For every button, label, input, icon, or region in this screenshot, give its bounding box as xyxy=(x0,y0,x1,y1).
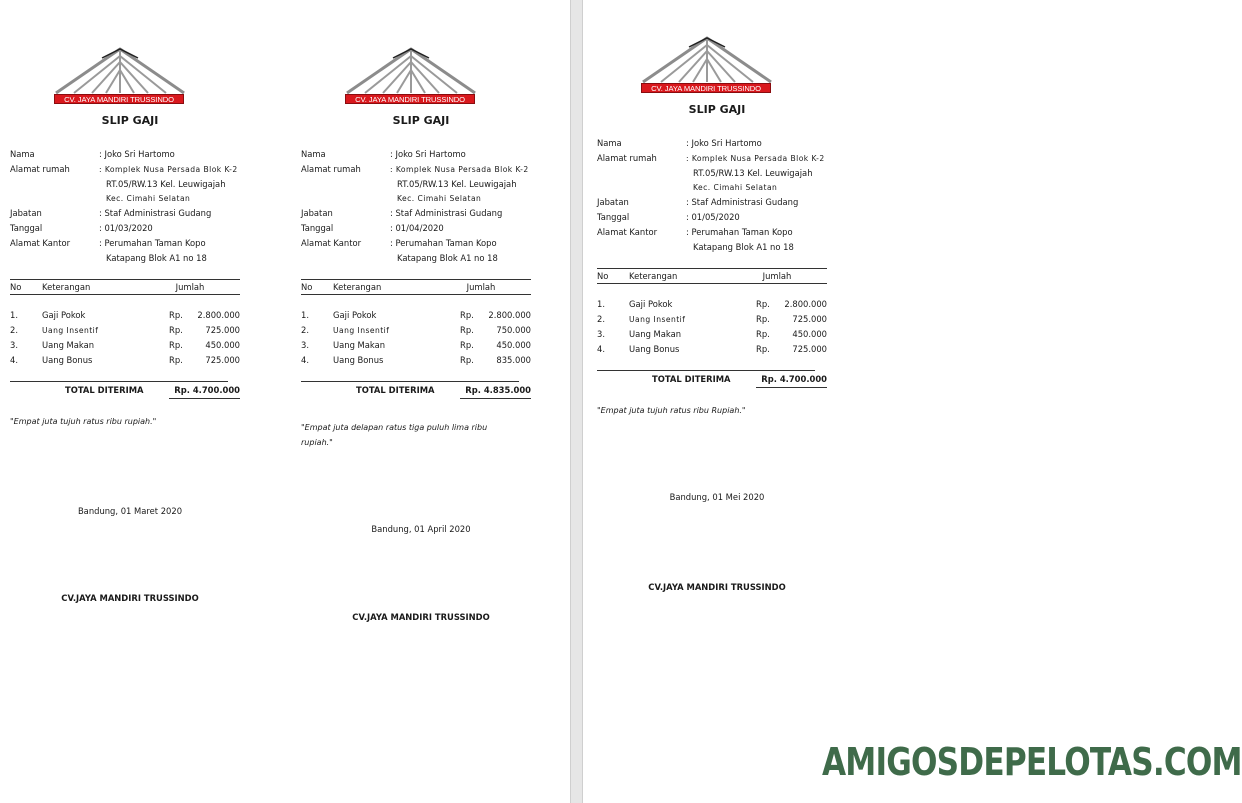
table-row xyxy=(10,323,240,338)
col-keterangan-header: Keterangan xyxy=(333,282,382,292)
info-row-alamat-3 xyxy=(597,181,837,195)
item-description: Uang Bonus xyxy=(333,355,384,365)
alamat-label: Alamat rumah xyxy=(10,164,70,174)
table-header xyxy=(301,279,531,295)
info-row-alamat-2 xyxy=(10,177,250,192)
company-logo xyxy=(345,46,477,106)
item-description: Gaji Pokok xyxy=(629,299,673,309)
col-jumlah-header: Jumlah xyxy=(762,271,792,281)
kantor-line-2: Katapang Blok A1 no 18 xyxy=(106,253,207,263)
company-logo-text: CV. JAYA MANDIRI TRUSSINDO xyxy=(641,83,771,93)
total-row xyxy=(10,382,240,398)
roof-truss-icon xyxy=(54,46,186,94)
item-no: 2. xyxy=(10,325,18,335)
item-description: Uang Makan xyxy=(42,340,95,350)
roof-truss-icon xyxy=(641,35,773,83)
item-description: Uang Insentif xyxy=(42,326,99,335)
kantor-label: Alamat Kantor xyxy=(597,227,658,237)
place-date: Bandung, 01 Maret 2020 xyxy=(77,506,183,516)
table-row xyxy=(597,312,827,327)
jabatan-value: : Staf Administrasi Gudang xyxy=(390,208,503,218)
item-no: 1. xyxy=(597,299,605,309)
item-amount: 725.000 xyxy=(205,355,240,365)
item-currency: Rp. xyxy=(460,340,474,350)
tanggal-label: Tanggal xyxy=(301,223,334,233)
item-currency: Rp. xyxy=(169,310,183,320)
company-logo xyxy=(54,46,186,106)
item-currency: Rp. xyxy=(460,310,474,320)
roof-truss-icon xyxy=(345,46,477,94)
item-description: Uang Makan xyxy=(629,329,682,339)
item-currency: Rp. xyxy=(756,329,770,339)
info-row-alamat-2 xyxy=(301,177,541,192)
table-spacer xyxy=(597,284,827,297)
nama-value: : Joko Sri Hartomo xyxy=(99,149,175,159)
kantor-value: : Perumahan Taman Kopo xyxy=(390,238,497,248)
slip-title: SLIP GAJI xyxy=(688,103,746,116)
alamat-value: : Komplek Nusa Persada Blok K-2 xyxy=(686,154,825,163)
item-currency: Rp. xyxy=(169,340,183,350)
col-no-header: No xyxy=(301,282,313,292)
item-amount: 2.800.000 xyxy=(197,310,240,320)
company-logo-text: CV. JAYA MANDIRI TRUSSINDO xyxy=(345,94,475,104)
kantor-label: Alamat Kantor xyxy=(301,238,362,248)
tanggal-value: : 01/03/2020 xyxy=(99,223,153,233)
item-currency: Rp. xyxy=(756,344,770,354)
tanggal-label: Tanggal xyxy=(10,223,43,233)
company-signature: CV.JAYA MANDIRI TRUSSINDO xyxy=(352,612,490,622)
info-row-alamat-2 xyxy=(597,166,837,181)
total-amount: Rp. 4.700.000 xyxy=(756,371,827,388)
item-description: Uang Insentif xyxy=(333,326,390,335)
nama-label: Nama xyxy=(301,149,326,159)
company-signature: CV.JAYA MANDIRI TRUSSINDO xyxy=(648,582,786,592)
item-no: 2. xyxy=(597,314,605,324)
table-row xyxy=(301,323,531,338)
nama-label: Nama xyxy=(597,138,622,148)
item-currency: Rp. xyxy=(460,355,474,365)
alamat-value: : Komplek Nusa Persada Blok K-2 xyxy=(390,165,529,174)
col-jumlah-header: Jumlah xyxy=(175,282,205,292)
nama-value: : Joko Sri Hartomo xyxy=(390,149,466,159)
slip-title: SLIP GAJI xyxy=(392,114,450,127)
table-row xyxy=(597,342,827,357)
info-row-alamat-3 xyxy=(301,192,541,206)
total-row xyxy=(301,382,531,398)
tanggal-label: Tanggal xyxy=(597,212,630,222)
item-amount: 450.000 xyxy=(205,340,240,350)
company-logo xyxy=(641,35,773,95)
total-label: TOTAL DITERIMA xyxy=(356,385,435,395)
item-amount: 750.000 xyxy=(496,325,531,335)
info-row-alamat xyxy=(301,162,541,177)
col-no-header: No xyxy=(10,282,22,292)
place-date: Bandung, 01 April 2020 xyxy=(371,524,471,534)
item-description: Gaji Pokok xyxy=(42,310,86,320)
salary-table xyxy=(301,279,531,395)
info-row-alamat-3 xyxy=(10,192,250,206)
item-no: 4. xyxy=(10,355,18,365)
item-currency: Rp. xyxy=(756,299,770,309)
total-row xyxy=(597,371,827,387)
kantor-value: : Perumahan Taman Kopo xyxy=(686,227,793,237)
total-amount: Rp. 4.835.000 xyxy=(460,382,531,399)
item-no: 1. xyxy=(10,310,18,320)
item-no: 1. xyxy=(301,310,309,320)
info-row-kantor-2 xyxy=(597,240,837,255)
info-row-kantor xyxy=(301,236,541,251)
jabatan-label: Jabatan xyxy=(10,208,42,218)
info-row-tanggal xyxy=(10,221,250,236)
item-description: Uang Makan xyxy=(333,340,386,350)
item-description: Uang Insentif xyxy=(629,315,686,324)
info-row-jabatan xyxy=(597,195,837,210)
item-description: Uang Bonus xyxy=(629,344,680,354)
item-amount: 2.800.000 xyxy=(784,299,827,309)
total-amount: Rp. 4.700.000 xyxy=(169,382,240,399)
item-no: 4. xyxy=(597,344,605,354)
nama-label: Nama xyxy=(10,149,35,159)
company-signature: CV.JAYA MANDIRI TRUSSINDO xyxy=(61,593,199,603)
amount-in-words: "Empat juta tujuh ratus ribu rupiah." xyxy=(10,417,157,426)
kantor-line-2: Katapang Blok A1 no 18 xyxy=(397,253,498,263)
info-row-kantor xyxy=(597,225,837,240)
item-amount: 450.000 xyxy=(496,340,531,350)
document-page-2 xyxy=(583,0,1152,803)
kantor-label: Alamat Kantor xyxy=(10,238,71,248)
jabatan-value: : Staf Administrasi Gudang xyxy=(686,197,799,207)
amount-in-words: "Empat juta delapan ratus tiga puluh lima ribu rupiah." xyxy=(301,423,488,447)
info-row-jabatan xyxy=(301,206,541,221)
employee-info xyxy=(597,136,837,255)
table-row xyxy=(10,308,240,323)
item-currency: Rp. xyxy=(169,325,183,335)
table-row xyxy=(301,353,531,368)
alamat-line-3: Kec. Cimahi Selatan xyxy=(397,194,482,203)
total-label: TOTAL DITERIMA xyxy=(65,385,144,395)
place-date: Bandung, 01 Mei 2020 xyxy=(669,492,765,502)
slip-title: SLIP GAJI xyxy=(101,114,159,127)
item-amount: 725.000 xyxy=(792,314,827,324)
info-row-kantor xyxy=(10,236,250,251)
alamat-line-3: Kec. Cimahi Selatan xyxy=(693,183,778,192)
table-row xyxy=(301,338,531,353)
table-body xyxy=(10,308,240,368)
alamat-line-3: Kec. Cimahi Selatan xyxy=(106,194,191,203)
col-keterangan-header: Keterangan xyxy=(629,271,678,281)
item-no: 3. xyxy=(597,329,605,339)
item-amount: 835.000 xyxy=(496,355,531,365)
item-no: 2. xyxy=(301,325,309,335)
col-no-header: No xyxy=(597,271,609,281)
table-row xyxy=(10,353,240,368)
table-header xyxy=(10,279,240,295)
info-row-nama xyxy=(597,136,837,151)
item-no: 3. xyxy=(301,340,309,350)
table-header xyxy=(597,268,827,284)
alamat-value: : Komplek Nusa Persada Blok K-2 xyxy=(99,165,238,174)
table-body xyxy=(301,308,531,368)
col-keterangan-header: Keterangan xyxy=(42,282,91,292)
total-label: TOTAL DITERIMA xyxy=(652,374,731,384)
item-amount: 2.800.000 xyxy=(488,310,531,320)
table-row xyxy=(10,338,240,353)
info-row-alamat xyxy=(597,151,837,166)
item-amount: 725.000 xyxy=(205,325,240,335)
item-amount: 450.000 xyxy=(792,329,827,339)
info-row-alamat xyxy=(10,162,250,177)
alamat-line-2: RT.05/RW.13 Kel. Leuwigajah xyxy=(397,179,517,189)
kantor-line-2: Katapang Blok A1 no 18 xyxy=(693,242,794,252)
info-row-kantor-2 xyxy=(301,251,541,266)
kantor-value: : Perumahan Taman Kopo xyxy=(99,238,206,248)
alamat-line-2: RT.05/RW.13 Kel. Leuwigajah xyxy=(693,168,813,178)
alamat-label: Alamat rumah xyxy=(597,153,657,163)
tanggal-value: : 01/04/2020 xyxy=(390,223,444,233)
item-currency: Rp. xyxy=(756,314,770,324)
salary-table xyxy=(597,268,827,384)
item-description: Gaji Pokok xyxy=(333,310,377,320)
jabatan-label: Jabatan xyxy=(301,208,333,218)
table-body xyxy=(597,297,827,357)
jabatan-label: Jabatan xyxy=(597,197,629,207)
jabatan-value: : Staf Administrasi Gudang xyxy=(99,208,212,218)
info-row-kantor-2 xyxy=(10,251,250,266)
watermark-text: AMIGOSDEPELOTAS.COM xyxy=(822,740,1242,784)
table-row xyxy=(597,297,827,312)
nama-value: : Joko Sri Hartomo xyxy=(686,138,762,148)
employee-info xyxy=(301,147,541,266)
employee-info xyxy=(10,147,250,266)
info-row-nama xyxy=(10,147,250,162)
table-row xyxy=(597,327,827,342)
info-row-jabatan xyxy=(10,206,250,221)
item-no: 3. xyxy=(10,340,18,350)
item-amount: 725.000 xyxy=(792,344,827,354)
item-no: 4. xyxy=(301,355,309,365)
item-description: Uang Bonus xyxy=(42,355,93,365)
amount-in-words: "Empat juta tujuh ratus ribu Rupiah." xyxy=(597,406,746,415)
table-spacer xyxy=(301,295,531,308)
salary-table xyxy=(10,279,240,395)
table-spacer xyxy=(10,295,240,308)
page-edge-left xyxy=(570,0,571,803)
company-logo-text: CV. JAYA MANDIRI TRUSSINDO xyxy=(54,94,184,104)
info-row-tanggal xyxy=(597,210,837,225)
item-currency: Rp. xyxy=(460,325,474,335)
info-row-nama xyxy=(301,147,541,162)
item-currency: Rp. xyxy=(169,355,183,365)
tanggal-value: : 01/05/2020 xyxy=(686,212,740,222)
table-row xyxy=(301,308,531,323)
info-row-tanggal xyxy=(301,221,541,236)
alamat-line-2: RT.05/RW.13 Kel. Leuwigajah xyxy=(106,179,226,189)
alamat-label: Alamat rumah xyxy=(301,164,361,174)
col-jumlah-header: Jumlah xyxy=(466,282,496,292)
